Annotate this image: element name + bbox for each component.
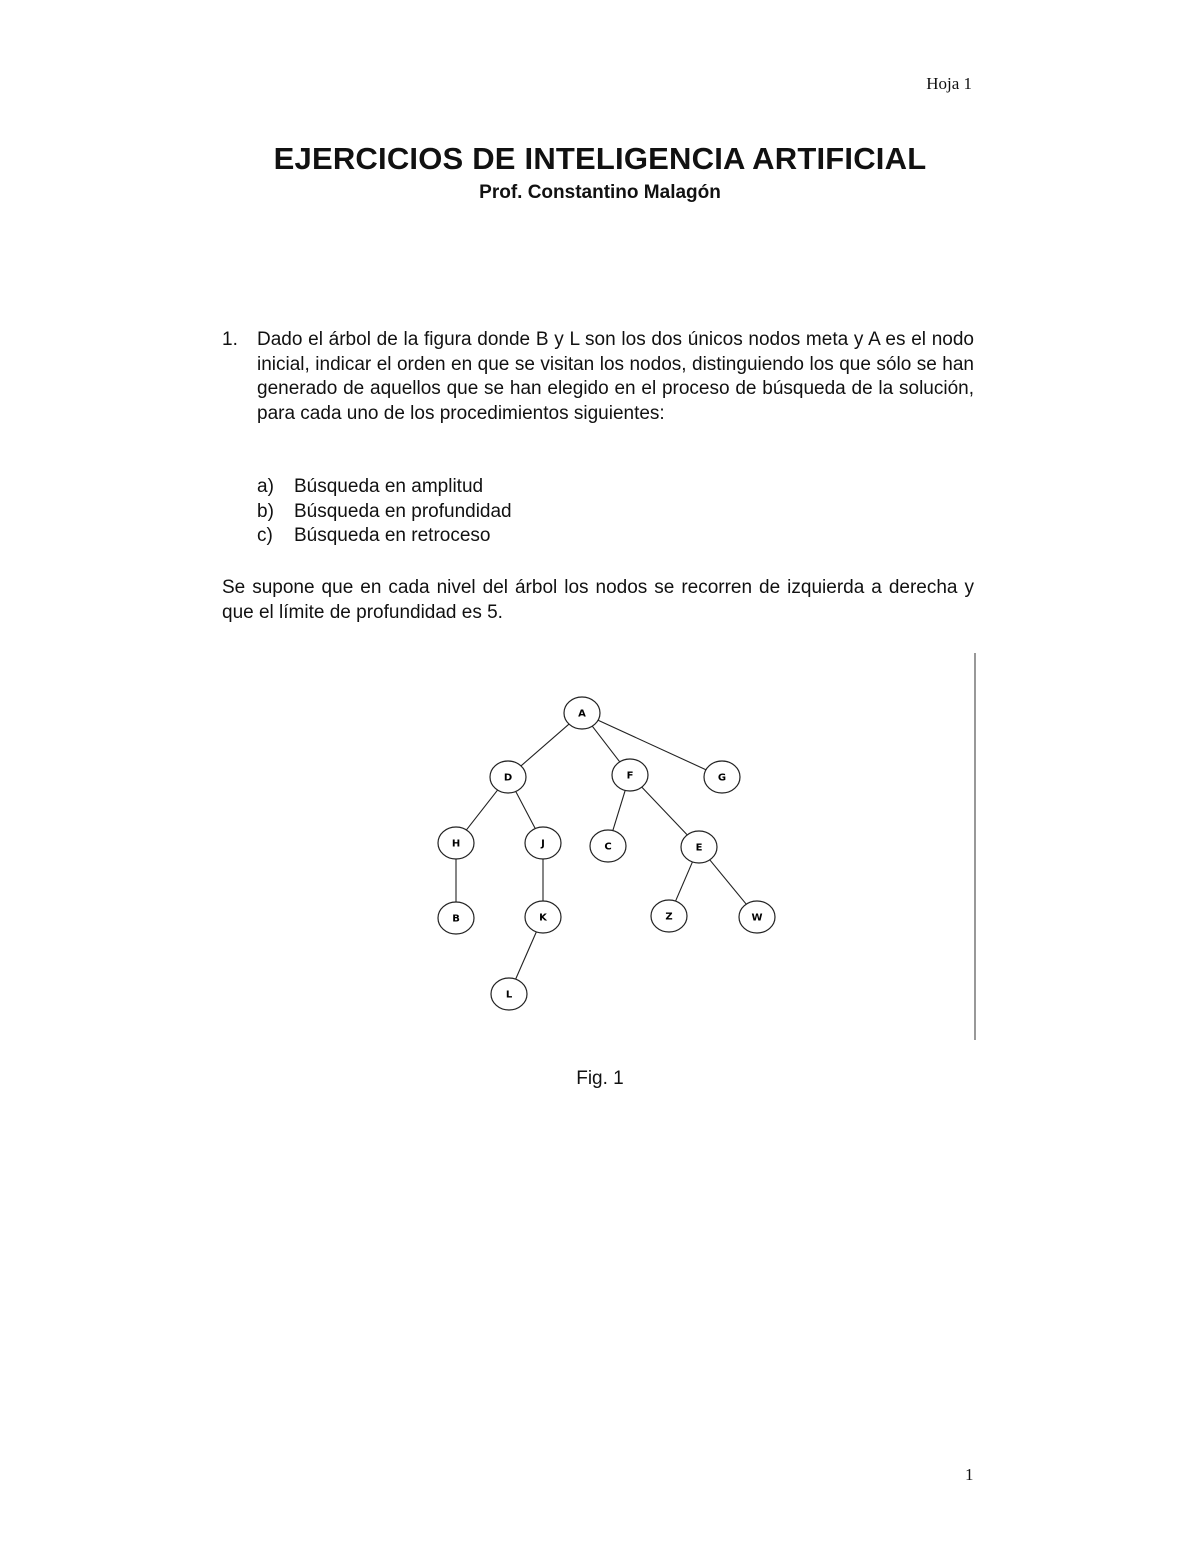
tree-node-a <box>564 697 600 729</box>
tree-node-e <box>681 831 717 863</box>
tree-node-j <box>525 827 561 859</box>
option-letter: a) <box>257 476 274 497</box>
node-label: G <box>717 772 727 784</box>
node-label: E <box>695 842 703 854</box>
tree-node-h <box>438 827 474 859</box>
tree-node-g <box>704 761 740 793</box>
tree-edge-f-c <box>613 790 625 830</box>
node-label: J <box>541 838 545 850</box>
node-label: A <box>578 708 586 720</box>
tree-edge-e-w <box>709 859 746 904</box>
exercise-text: Dado el árbol de la figura donde B y L son los dos únicos nodos meta y A es el nodo inicial, indicar el orden en que se visitan los nodos, distinguiendo los que sólo se han generado de aquellos que se han elegido en el proceso de búsqueda de la solución, para cada uno de los procedimientos siguientes: <box>257 329 974 424</box>
exercise-note: Se supone que en cada nivel del árbol los nodos se recorren de izquierda a derecha y que el límite de profundidad es 5. <box>222 577 974 623</box>
node-label: F <box>626 770 634 782</box>
option-letter: c) <box>257 525 273 546</box>
tree-edge-d-h <box>466 790 498 831</box>
exercise-number: 1. <box>222 329 238 350</box>
tree-node-c <box>590 830 626 862</box>
tree-node-b <box>438 902 474 934</box>
node-label: Z <box>665 911 673 923</box>
node-label: K <box>539 912 547 924</box>
node-label: L <box>505 989 513 1001</box>
tree-node-d <box>490 761 526 793</box>
author-name: Prof. Constantino Malagón <box>479 182 721 203</box>
node-label: B <box>452 913 460 925</box>
node-label: H <box>451 838 461 850</box>
sheet-label: Hoja 1 <box>926 74 972 93</box>
node-label: D <box>503 772 513 784</box>
option-text: Búsqueda en retroceso <box>294 525 491 546</box>
tree-node-k <box>525 901 561 933</box>
tree-edge-a-d <box>520 723 569 766</box>
tree-edge-a-f <box>592 726 620 763</box>
node-label: W <box>751 912 763 924</box>
tree-edge-a-g <box>597 720 708 771</box>
option-text: Búsqueda en profundidad <box>294 500 512 522</box>
tree-node-w <box>739 901 775 933</box>
page-number: 1 <box>965 1465 974 1484</box>
tree-edge-f-e <box>641 787 688 836</box>
tree-node-z <box>651 900 687 932</box>
tree-edge-k-l <box>516 932 537 980</box>
option-letter: b) <box>257 500 274 522</box>
option-text: Búsqueda en amplitud <box>294 476 484 497</box>
document-title: EJERCICIOS DE INTELIGENCIA ARTIFICIAL <box>273 141 927 176</box>
tree-edge-d-j <box>516 791 536 829</box>
node-label: C <box>604 841 612 853</box>
figure-caption: Fig. 1 <box>576 1068 624 1089</box>
tree-edge-e-z <box>675 862 692 902</box>
tree-node-f <box>612 759 648 791</box>
tree-node-l <box>491 978 527 1010</box>
